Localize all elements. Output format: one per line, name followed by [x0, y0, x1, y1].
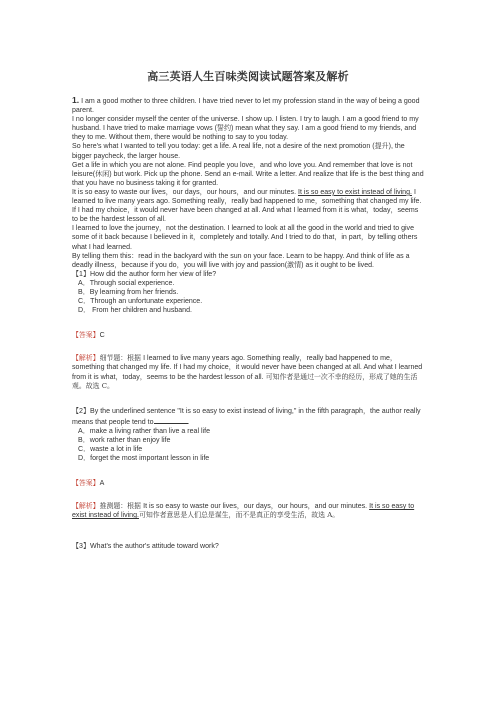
question-number: 1.	[72, 95, 80, 105]
question-2-stem: 【2】By the underlined sentence "It is so easy to exist instead of living," in the fifth paragraph，the author really means that people tend to .	[72, 407, 421, 426]
passage-paragraph-2: I no longer consider myself the center of the universe. I show up. I listen. I try to laugh. I am a good friend to my husband. I have tried to make marriage vows (誓约) mean what they say. I am a good friend to my friends, and they to me. Without them, there would be nothing to say to you today.	[72, 116, 419, 142]
question-3-stem: 【3】What's the author's attitude toward work?	[72, 542, 219, 550]
question-1-analysis: 【解析】细节题：根据 I learned to live many years ago. Something really，really bad happened to me，something that changed my life. If I had my choice，it would never have been changed at all. And what I learned from it is what，today，seems to be the hardest lesson of all. 可知作者是通过一次不幸的经历，形成了她的生活观。故选 C。	[72, 354, 423, 390]
document-title: 高三英语人生百味类阅读试题答案及解析	[147, 70, 349, 83]
question-1-option-c: C．Through an unfortunate experience.	[78, 298, 203, 306]
passage-paragraph-4: Get a life in which you are not alone. Find people you love，and who love you. And remember that love is not leisure(休闲) but work. Pick up the phone. Send an e-mail. Write a letter. And realize that life is the best thing and that you have no business taking it for granted.	[72, 161, 424, 187]
question-2-option-c: C．waste a lot in life	[78, 446, 143, 454]
passage-paragraph-6: I learned to love the journey，not the destination. I learned to look at all the good in the world and tried to give some of it back because I believed in it，completely and totally. And I tried to do that，in part，by telling others what I had learned.	[72, 225, 418, 251]
question-2-option-b: B．work rather than enjoy life	[78, 437, 171, 444]
question-1-stem: 【1】How did the author form her view of life?	[72, 270, 217, 278]
question-2-answer: 【答案】A	[72, 479, 105, 488]
question-1-option-d: D． From her children and husband.	[78, 307, 192, 315]
question-1-option-b: B．By learning from her friends.	[78, 288, 179, 296]
passage-paragraph-7: By telling them this：read in the backyard with the sun on your face. Learn to be happy. And think of life as a deadly illness，because if you do，you will live with joy and passion(激情) as it ought to be lived.	[72, 252, 410, 269]
underlined-sentence: It is so easy to exist instead of living.	[72, 503, 415, 520]
question-2-analysis: 【解析】推测题：根据 It is so easy to waste our lives，our days，our hours，and our minutes. It is so easy to exist instead of living.可知作者意思是人们总是谋生，而不是真正的享受生活，故选 A。	[72, 502, 415, 520]
underlined-sentence: It is so easy to exist instead of living.	[298, 188, 412, 196]
passage-paragraph-5: It is so easy to waste our lives，our days，our hours，and our minutes. It is so easy to exist instead of living. I learned to live many years ago. Something really，really bad happened to me，something that changed my life. If I had my choice，it would never have been changed at all. And what I learned from it is what，today，seems to be the hardest lesson of all.	[72, 188, 422, 224]
document-body	[72, 96, 424, 551]
question-2-option-d: D．forget the most important lesson in life	[78, 455, 210, 463]
question-1-option-a: A．Through social experience.	[78, 279, 175, 287]
question-1-answer: 【答案】C	[72, 331, 105, 340]
passage-paragraph-3: So here's what I wanted to tell you today: get a life. A real life, not a desire of the next promotion (提升), the bigger paycheck, the larger house.	[72, 143, 405, 160]
answer-blank	[154, 416, 188, 424]
question-2-option-a: A．make a living rather than live a real life	[78, 427, 210, 435]
passage-paragraph-1: 1. I am a good mother to three children. I have tried never to let my profession stand in the way of being a good parent.	[72, 95, 420, 115]
